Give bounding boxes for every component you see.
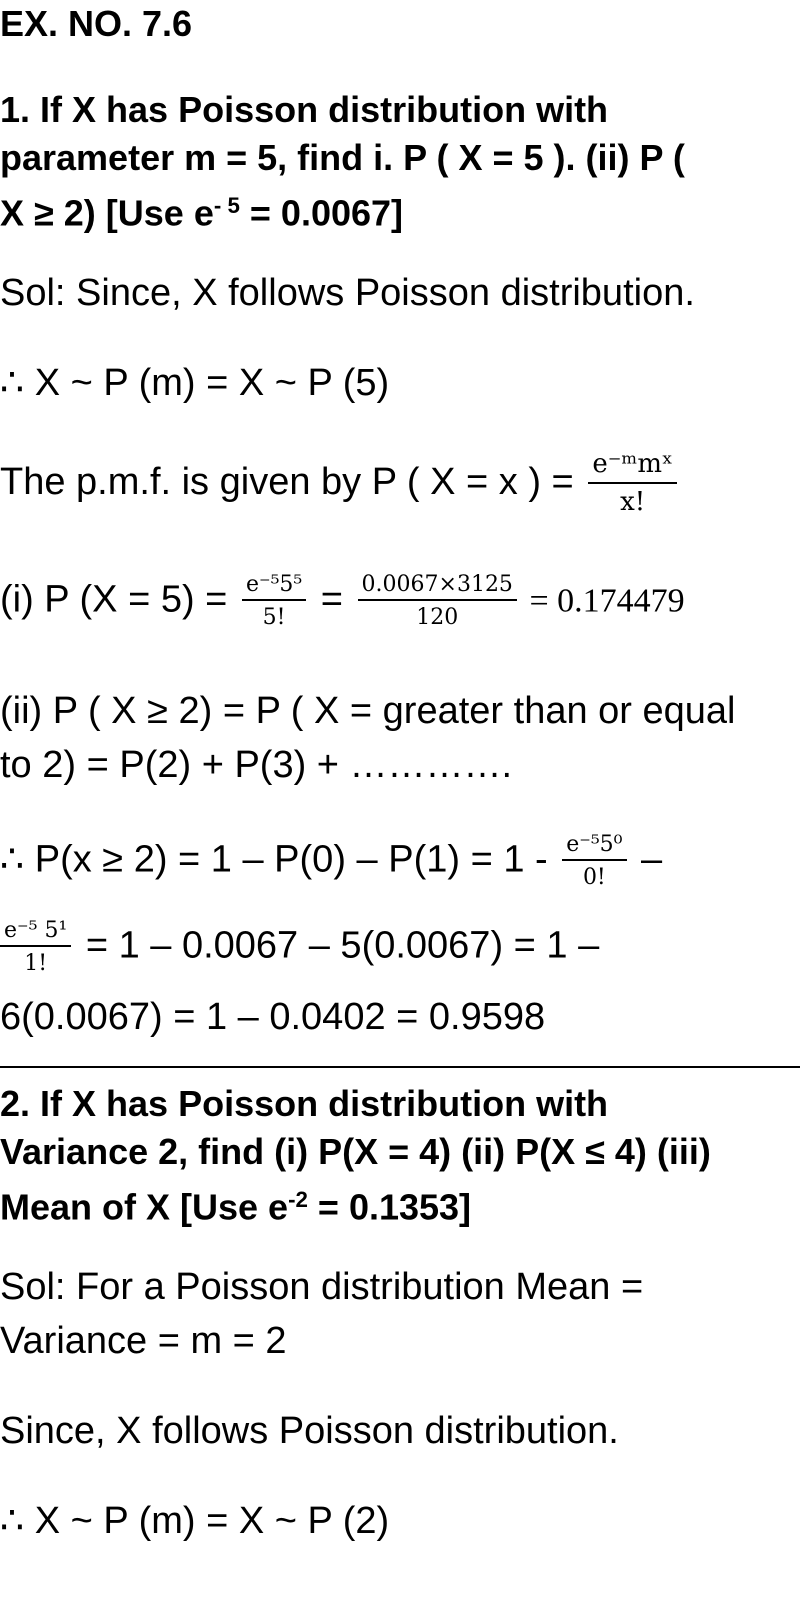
exercise-heading: EX. NO. 7.6 <box>0 3 193 44</box>
section-divider <box>0 1066 800 1068</box>
part-i-fraction-1-denominator: 5! <box>262 605 286 631</box>
calc-fraction-2-numerator: e⁻⁵ 5¹ <box>0 918 71 947</box>
part-i-fraction-1 <box>242 572 306 631</box>
question-2-line-2: Variance 2, find (i) P(X = 4) (ii) P(X ≤ 4) (iii) <box>0 1131 711 1172</box>
question-2-line-1: 2. If X has Poisson distribution with <box>0 1083 609 1124</box>
calc-fraction-1 <box>562 832 626 891</box>
question-2-line-3 <box>0 1176 471 1231</box>
pmf-numerator: e⁻ᵐmˣ <box>588 450 677 484</box>
solution-2-since: Since, X follows Poisson distribution. <box>0 1410 619 1452</box>
question-2-line-3-text: Mean of X [Use e <box>0 1186 289 1228</box>
part-ii-line-2: to 2) = P(2) + P(3) + …………. <box>0 744 513 786</box>
calc-line-2 <box>0 918 599 977</box>
question-2-line-3-rest: = 0.1353] <box>307 1186 472 1228</box>
calc-fraction-2 <box>0 918 71 977</box>
calc-line-1 <box>0 832 662 891</box>
exponent: -2 <box>288 1187 308 1212</box>
question-1-line-2: parameter m = 5, find i. P ( X = 5 ). (ii) P ( <box>0 137 685 178</box>
calc-minus: – <box>630 838 663 881</box>
part-i-text: (i) P (X = 5) = <box>0 578 238 621</box>
part-i-fraction-2 <box>358 572 517 631</box>
part-i-result: = 0.174479 <box>520 582 685 620</box>
question-1-line-3-text: X ≥ 2) [Use e <box>0 192 214 234</box>
solution-2-line-1: Sol: For a Poisson distribution Mean = <box>0 1266 644 1308</box>
question-1-line-3 <box>0 182 403 237</box>
part-i-fraction-2-denominator: 120 <box>416 605 459 631</box>
calc-fraction-1-numerator: e⁻⁵5⁰ <box>562 832 626 861</box>
exponent: - 5 <box>213 193 240 218</box>
solution-2-distribution: ∴ X ~ P (m) = X ~ P (2) <box>0 1500 390 1542</box>
calc-line-3: 6(0.0067) = 1 – 0.0402 = 0.9598 <box>0 996 546 1038</box>
part-i-fraction-2-numerator: 0.0067×3125 <box>358 572 517 601</box>
part-i-fraction-1-numerator: e⁻⁵5⁵ <box>242 572 306 601</box>
pmf-text: The p.m.f. is given by P ( X = x ) = <box>0 460 585 503</box>
solution-2-line-2: Variance = m = 2 <box>0 1320 287 1362</box>
calc-line-2-text: = 1 – 0.0067 – 5(0.0067) = 1 – <box>75 924 600 967</box>
pmf-denominator: x! <box>620 486 646 517</box>
part-i-line <box>0 572 685 631</box>
pmf-fraction <box>588 450 677 518</box>
question-1-line-1: 1. If X has Poisson distribution with <box>0 89 609 130</box>
solution-1-distribution: ∴ X ~ P (m) = X ~ P (5) <box>0 362 390 404</box>
solution-1-intro: Sol: Since, X follows Poisson distribution. <box>0 272 695 314</box>
pmf-line <box>0 450 681 518</box>
calc-fraction-2-denominator: 1! <box>24 951 48 977</box>
question-1-line-3-rest: = 0.0067] <box>239 192 404 234</box>
calc-fraction-1-denominator: 0! <box>582 865 606 891</box>
calc-line-1-text: ∴ P(x ≥ 2) = 1 – P(0) – P(1) = 1 - <box>0 838 559 881</box>
part-ii-line-1: (ii) P ( X ≥ 2) = P ( X = greater than or equal <box>0 690 736 732</box>
part-i-equals: = <box>310 578 354 621</box>
